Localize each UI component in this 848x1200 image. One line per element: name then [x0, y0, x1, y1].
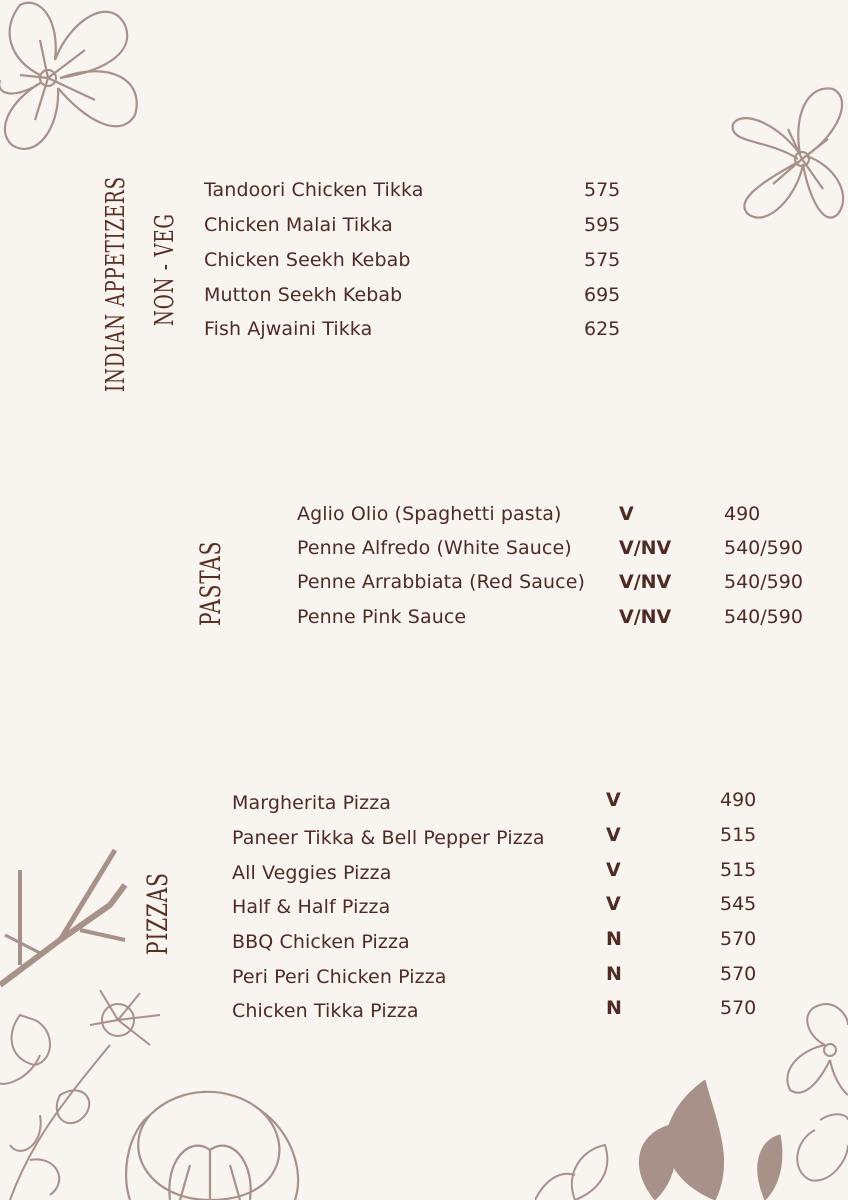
item-tag: V — [606, 789, 621, 811]
flower-bottom-right-icon — [775, 1000, 848, 1200]
item-price: 540/590 — [724, 537, 803, 559]
list-item — [297, 533, 827, 563]
list-item — [297, 499, 827, 529]
item-tag: N — [606, 928, 622, 950]
pastas-list — [297, 499, 827, 639]
item-name: Aglio Olio (Spaghetti pasta) — [297, 503, 562, 525]
item-name: Chicken Seekh Kebab — [204, 249, 411, 271]
item-price: 515 — [720, 859, 757, 881]
list-item — [204, 175, 634, 205]
list-item — [204, 210, 634, 240]
item-tag: V/NV — [619, 571, 672, 593]
item-price: 625 — [584, 318, 621, 340]
list-item — [232, 924, 772, 954]
pastas-title: PASTAS — [194, 540, 227, 626]
appetizers-title: INDIAN APPETIZERS — [101, 176, 131, 392]
item-price: 515 — [720, 824, 757, 846]
list-item — [204, 314, 634, 344]
item-price: 570 — [720, 928, 757, 950]
list-item — [204, 245, 634, 275]
item-name: Fish Ajwaini Tikka — [204, 318, 373, 340]
item-price: 575 — [584, 179, 621, 201]
item-name: Mutton Seekh Kebab — [204, 284, 403, 306]
appetizers-subtitle: NON - VEG — [150, 213, 180, 326]
item-name: Peri Peri Chicken Pizza — [232, 966, 447, 988]
item-tag: V — [606, 859, 621, 881]
branch-left-icon — [0, 845, 130, 995]
item-tag: V — [619, 503, 634, 525]
item-name: Chicken Malai Tikka — [204, 214, 393, 236]
item-tag: V/NV — [619, 537, 672, 559]
list-item — [232, 993, 772, 1023]
item-name: All Veggies Pizza — [232, 862, 392, 884]
list-item — [297, 567, 827, 597]
item-price: 575 — [584, 249, 621, 271]
item-tag: N — [606, 997, 622, 1019]
flower-bottom-center-icon — [110, 1090, 310, 1200]
item-tag: V/NV — [619, 606, 672, 628]
item-price: 695 — [584, 284, 621, 306]
list-item — [297, 602, 827, 632]
item-price: 540/590 — [724, 606, 803, 628]
leaves-bottom-right-icon — [535, 1080, 785, 1200]
item-name: Penne Pink Sauce — [297, 606, 467, 628]
item-name: Paneer Tikka & Bell Pepper Pizza — [232, 827, 545, 849]
item-name: Tandoori Chicken Tikka — [204, 179, 424, 201]
item-price: 570 — [720, 963, 757, 985]
list-item — [232, 820, 772, 850]
flower-top-left-icon — [0, 0, 145, 165]
item-name: Penne Arrabbiata (Red Sauce) — [297, 571, 586, 593]
item-name: Margherita Pizza — [232, 792, 392, 814]
list-item — [232, 785, 772, 815]
list-item — [232, 889, 772, 919]
item-price: 570 — [720, 997, 757, 1019]
item-price: 490 — [724, 503, 761, 525]
item-tag: V — [606, 824, 621, 846]
pizzas-list — [232, 785, 772, 1030]
list-item — [232, 855, 772, 885]
item-tag: V — [606, 893, 621, 915]
item-tag: N — [606, 963, 622, 985]
item-name: Half & Half Pizza — [232, 896, 391, 918]
item-name: Chicken Tikka Pizza — [232, 1000, 419, 1022]
flower-top-right-icon — [728, 84, 848, 234]
item-price: 540/590 — [724, 571, 803, 593]
list-item — [232, 959, 772, 989]
appetizers-list — [204, 175, 634, 350]
item-price: 490 — [720, 789, 757, 811]
list-item — [204, 280, 634, 310]
item-name: Penne Alfredo (White Sauce) — [297, 537, 572, 559]
item-name: BBQ Chicken Pizza — [232, 931, 410, 953]
pizzas-title: PIZZAS — [141, 872, 174, 955]
item-price: 545 — [720, 893, 757, 915]
item-price: 595 — [584, 214, 621, 236]
